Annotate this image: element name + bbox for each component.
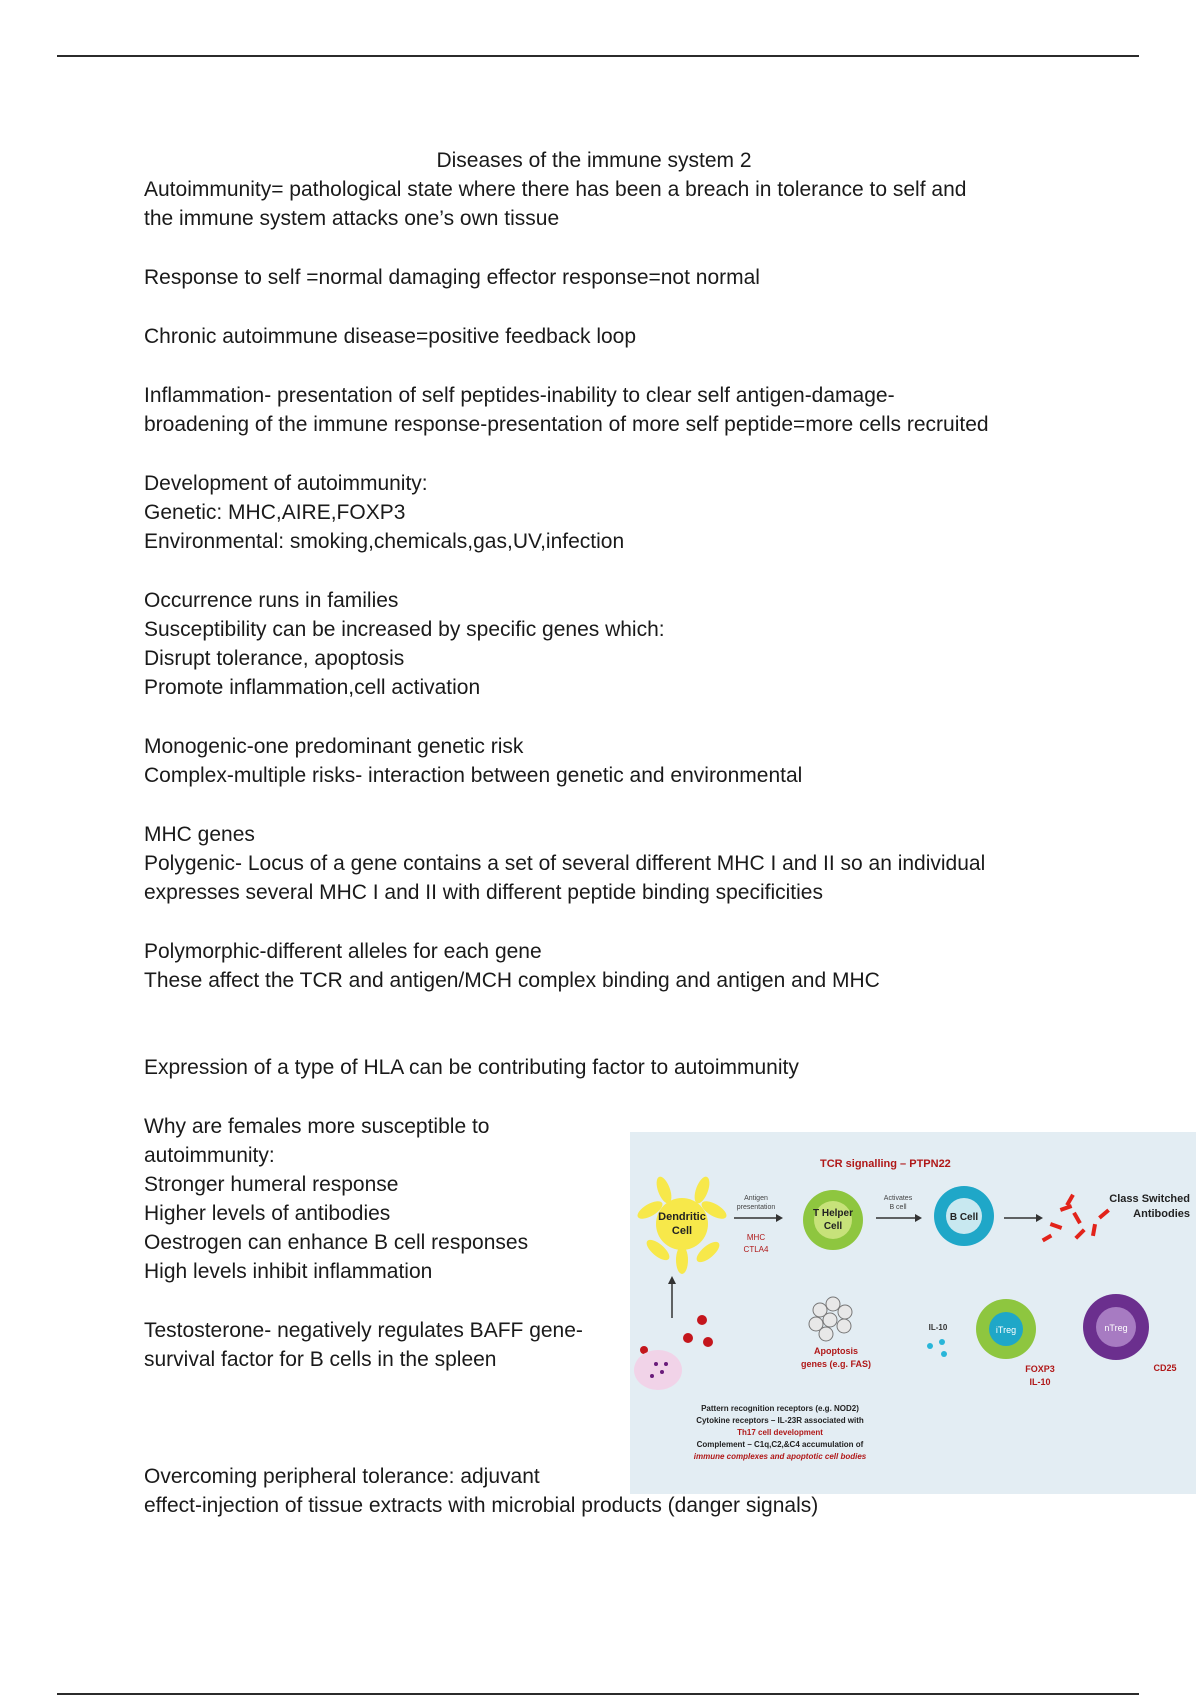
text-line: autoimmunity: bbox=[144, 1144, 275, 1167]
b-cell-label: B Cell bbox=[949, 1212, 979, 1223]
text-line: Expression of a type of HLA can be contributing factor to autoimmunity bbox=[144, 1056, 799, 1079]
text-line: MHC genes bbox=[144, 823, 255, 846]
paragraph-testosterone bbox=[144, 1316, 614, 1374]
figure-note: Th17 cell development bbox=[737, 1428, 823, 1437]
paragraph-mhc-genes bbox=[144, 820, 1084, 907]
text-line: Testosterone- negatively regulates BAFF gene- bbox=[144, 1319, 583, 1342]
apoptotic-cell-icon bbox=[809, 1297, 852, 1341]
mhc-label: MHC bbox=[746, 1233, 766, 1242]
text-line: Inflammation- presentation of self peptides-inability to clear self antigen-damage- bbox=[144, 384, 895, 407]
footer-rule bbox=[57, 1693, 1139, 1695]
arrow-up-icon bbox=[668, 1276, 676, 1318]
apoptosis-label: genes (e.g. FAS) bbox=[800, 1359, 872, 1369]
text-line: High levels inhibit inflammation bbox=[144, 1260, 433, 1283]
arrow-right-icon bbox=[734, 1214, 783, 1222]
text-line: Occurrence runs in families bbox=[144, 589, 399, 612]
ctla4-label: CTLA4 bbox=[743, 1245, 769, 1254]
text-line: Why are females more susceptible to bbox=[144, 1115, 490, 1138]
apoptosis-label: Apoptosis bbox=[814, 1346, 858, 1356]
t-helper-label: T Helper bbox=[812, 1208, 854, 1219]
text-line: Oestrogen can enhance B cell responses bbox=[144, 1231, 529, 1254]
text-line: Disrupt tolerance, apoptosis bbox=[144, 647, 405, 670]
ntreg-label: nTreg bbox=[1104, 1323, 1128, 1333]
text-line: Susceptibility can be increased by specific genes which: bbox=[144, 618, 665, 641]
figure-note: Pattern recognition receptors (e.g. NOD2) bbox=[701, 1404, 859, 1413]
figure-note: Complement – C1q,C2,&C4 accumulation of bbox=[696, 1440, 864, 1449]
figure-note: Cytokine receptors – IL-23R associated with bbox=[696, 1416, 864, 1425]
document-title: Diseases of the immune system 2 bbox=[436, 149, 752, 172]
antigen-presentation-label: Antigen bbox=[744, 1195, 768, 1202]
t-helper-cell-icon bbox=[803, 1190, 863, 1250]
text-line: Autoimmunity= pathological state where there has been a breach in tolerance to self and bbox=[144, 178, 967, 201]
paragraph-inflammation bbox=[144, 381, 1084, 439]
paragraph-autoimmunity bbox=[144, 175, 1084, 233]
pathogen-particles-icon bbox=[634, 1315, 713, 1390]
paragraph-hla bbox=[144, 1053, 1084, 1082]
text-line: Promote inflammation,cell activation bbox=[144, 676, 481, 699]
activates-label: Activates bbox=[883, 1195, 913, 1202]
dendritic-label: Dendritic bbox=[658, 1211, 706, 1223]
il10-label: IL-10 bbox=[1029, 1377, 1051, 1387]
text-line: Response to self =normal damaging effector response=not normal bbox=[144, 266, 760, 289]
paragraph-monogenic bbox=[144, 732, 1084, 790]
foxp3-label: FOXP3 bbox=[1025, 1364, 1055, 1374]
paragraph-chronic bbox=[144, 322, 1084, 351]
paragraph-polymorphic bbox=[144, 937, 1084, 995]
text-line: Monogenic-one predominant genetic risk bbox=[144, 735, 524, 758]
cytokine-dots-icon bbox=[927, 1339, 947, 1357]
text-line: Complex-multiple risks- interaction between genetic and environmental bbox=[144, 764, 803, 787]
itreg-label: iTreg bbox=[995, 1325, 1017, 1335]
paragraph-occurrence bbox=[144, 586, 1084, 702]
activates-label: B cell bbox=[889, 1204, 907, 1211]
antibodies-icon bbox=[1042, 1194, 1110, 1242]
text-line: Stronger humeral response bbox=[144, 1173, 399, 1196]
arrow-right-icon bbox=[876, 1214, 922, 1222]
text-line: Higher levels of antibodies bbox=[144, 1202, 391, 1225]
text-line: Polygenic- Locus of a gene contains a set of several different MHC I and II so an individual bbox=[144, 852, 986, 875]
text-line: Polymorphic-different alleles for each gene bbox=[144, 940, 542, 963]
text-line: effect-injection of tissue extracts with microbial products (danger signals) bbox=[144, 1494, 819, 1517]
text-line: expresses several MHC I and II with different peptide binding specificities bbox=[144, 881, 823, 904]
antigen-presentation-label: presentation bbox=[736, 1204, 776, 1211]
tcr-signalling-label: TCR signalling – PTPN22 bbox=[820, 1158, 951, 1170]
t-helper-label: Cell bbox=[823, 1221, 843, 1232]
class-switched-label: Class Switched bbox=[1109, 1193, 1190, 1205]
text-line: Overcoming peripheral tolerance: adjuvant bbox=[144, 1465, 540, 1488]
il10-label: IL-10 bbox=[928, 1323, 948, 1332]
immune-diagram-figure bbox=[630, 1132, 1196, 1494]
header-rule bbox=[57, 55, 1139, 57]
dendritic-label: Cell bbox=[671, 1225, 693, 1237]
text-line: Chronic autoimmune disease=positive feedback loop bbox=[144, 325, 637, 348]
text-line: These affect the TCR and antigen/MCH complex binding and antigen and MHC bbox=[144, 969, 880, 992]
paragraph-response bbox=[144, 263, 1084, 292]
text-line: Development of autoimmunity: bbox=[144, 472, 428, 495]
text-line: Environmental: smoking,chemicals,gas,UV,infection bbox=[144, 530, 625, 553]
figure-note: immune complexes and apoptotic cell bodies bbox=[693, 1452, 867, 1461]
paragraph-development bbox=[144, 469, 1084, 556]
paragraph-females bbox=[144, 1112, 614, 1286]
antibodies-label: Antibodies bbox=[1133, 1208, 1190, 1220]
text-line: the immune system attacks one’s own tissue bbox=[144, 207, 560, 230]
text-line: survival factor for B cells in the spleen bbox=[144, 1348, 497, 1371]
cd25-label: CD25 bbox=[1153, 1363, 1177, 1373]
text-line: broadening of the immune response-presentation of more self peptide=more cells recruited bbox=[144, 413, 989, 436]
text-line: Genetic: MHC,AIRE,FOXP3 bbox=[144, 501, 406, 524]
arrow-right-icon bbox=[1004, 1214, 1043, 1222]
